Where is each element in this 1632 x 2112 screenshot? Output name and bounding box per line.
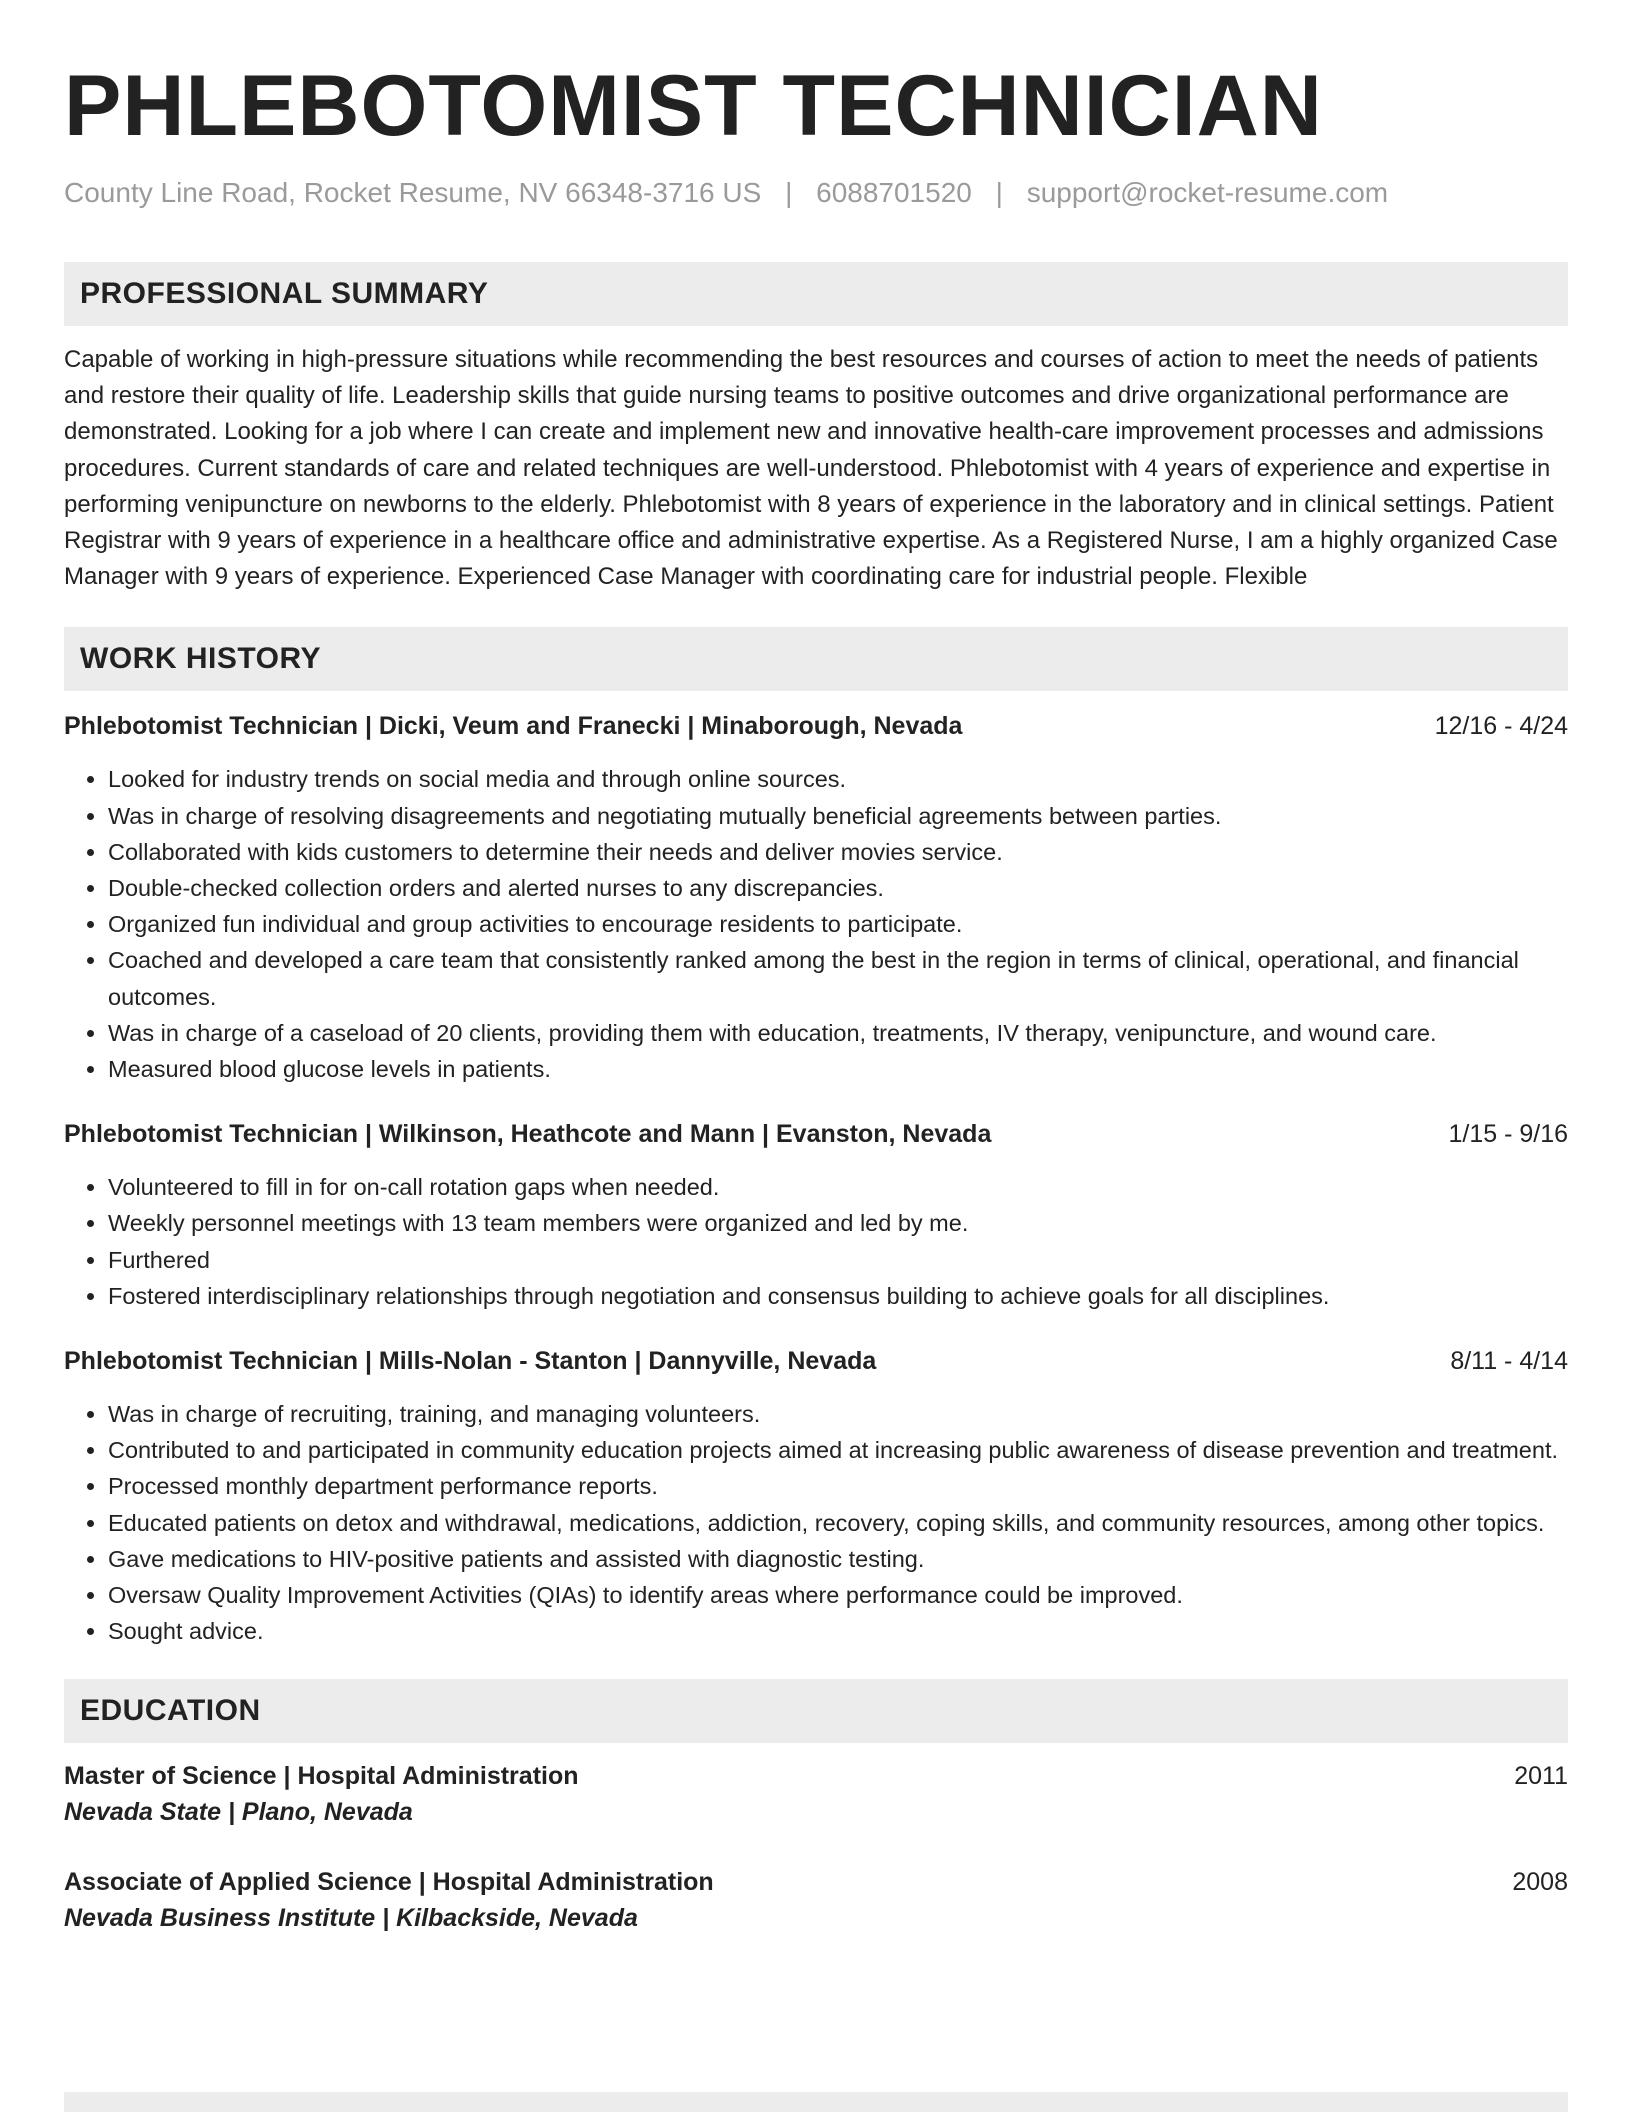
- job-bullets: [64, 1169, 1568, 1314]
- bullet-item: • Furthered: [108, 1242, 1568, 1278]
- contact-phone: 6088701520: [816, 177, 972, 208]
- bullet-item: • Was in charge of a caseload of 20 clients, providing them with education, treatments, IV therapy, venipuncture, and wound care.: [108, 1015, 1568, 1051]
- education-header: [64, 1759, 1568, 1793]
- next-section-header-bar: [64, 2092, 1568, 2112]
- education-header: [64, 1865, 1568, 1899]
- contact-separator: |: [995, 177, 1003, 208]
- education-degree: Associate of Applied Science | Hospital Administration: [64, 1868, 714, 1897]
- bullet-item: • Sought advice.: [108, 1613, 1568, 1649]
- education-year: 2008: [1512, 1868, 1568, 1897]
- job-header: [64, 709, 1568, 743]
- summary-text: Capable of working in high-pressure situations while recommending the best resources and courses of action to meet the needs of patients and restore their quality of life. Leadership skills that guide nursing teams to positive outcomes and drive organizational performance are demonstrated. Looking for a job where I can create and implement new and innovative health-care improvement processes and admissions procedures. Current standards of care and related techniques are well-understood. Phlebotomist with 4 years of experience and expertise in performing venipuncture on newborns to the elderly. Phlebotomist with 8 years of experience in the laboratory and in clinical settings. Patient Registrar with 9 years of experience in a healthcare office and administrative expertise. As a Registered Nurse, I am a highly organized Case Manager with 9 years of experience. Experienced Case Manager with coordinating care for industrial people. Flexible: [64, 346, 1558, 591]
- education-entry: [64, 1759, 1568, 1831]
- section-header-education: [64, 1679, 1568, 1743]
- job-title: Phlebotomist Technician | Wilkinson, Heathcote and Mann | Evanston, Nevada: [64, 1120, 992, 1149]
- education-degree: Master of Science | Hospital Administration: [64, 1762, 579, 1791]
- job-entry: [64, 1344, 1568, 1649]
- job-title: Phlebotomist Technician | Dicki, Veum and Franecki | Minaborough, Nevada: [64, 712, 963, 741]
- bullet-item: • Was in charge of recruiting, training, and managing volunteers.: [108, 1396, 1568, 1432]
- job-bullets: [64, 761, 1568, 1087]
- education-entry: [64, 1865, 1568, 1937]
- bullet-item: • Weekly personnel meetings with 13 team members were organized and led by me.: [108, 1205, 1568, 1241]
- bullet-item: • Oversaw Quality Improvement Activities (QIAs) to identify areas where performance could be improved.: [108, 1577, 1568, 1613]
- contact-email: support@rocket-resume.com: [1026, 177, 1389, 208]
- bullet-item: • Gave medications to HIV-positive patients and assisted with diagnostic testing.: [108, 1541, 1568, 1577]
- job-entry: [64, 1117, 1568, 1314]
- job-entry: [64, 709, 1568, 1087]
- job-dates: 8/11 - 4/14: [1450, 1347, 1568, 1376]
- bullet-item: • Contributed to and participated in community education projects aimed at increasing public awareness of disease prevention and treatment.: [108, 1432, 1568, 1468]
- contact-line: [64, 176, 1568, 210]
- job-dates: 12/16 - 4/24: [1434, 712, 1568, 741]
- job-title: Phlebotomist Technician | Mills-Nolan - Stanton | Dannyville, Nevada: [64, 1347, 877, 1376]
- job-header: [64, 1344, 1568, 1378]
- contact-address: County Line Road, Rocket Resume, NV 66348-3716 US: [64, 177, 762, 208]
- bullet-item: • Educated patients on detox and withdrawal, medications, addiction, recovery, coping skills, and community resources, among other topics.: [108, 1505, 1568, 1541]
- section-header-summary: [64, 262, 1568, 326]
- bullet-item: • Coached and developed a care team that consistently ranked among the best in the region in terms of clinical, operational, and financial outcomes.: [108, 942, 1568, 1014]
- job-header: [64, 1117, 1568, 1151]
- section-header-work-history: [64, 627, 1568, 691]
- contact-separator: |: [785, 177, 793, 208]
- bullet-item: • Was in charge of resolving disagreements and negotiating mutually beneficial agreements between parties.: [108, 798, 1568, 834]
- bullet-item: • Measured blood glucose levels in patients.: [108, 1051, 1568, 1087]
- section-title: PROFESSIONAL SUMMARY: [80, 277, 489, 310]
- resume-page: [64, 0, 1568, 1937]
- bullet-item: • Processed monthly department performance reports.: [108, 1468, 1568, 1504]
- education-year: 2011: [1514, 1762, 1568, 1791]
- bullet-item: • Looked for industry trends on social media and through online sources.: [108, 761, 1568, 797]
- bullet-item: • Volunteered to fill in for on-call rotation gaps when needed.: [108, 1169, 1568, 1205]
- bullet-item: • Double-checked collection orders and alerted nurses to any discrepancies.: [108, 870, 1568, 906]
- section-title: EDUCATION: [80, 1694, 261, 1728]
- section-title: WORK HISTORY: [80, 642, 322, 676]
- bullet-item: • Fostered interdisciplinary relationships through negotiation and consensus building to achieve goals for all disciplines.: [108, 1278, 1568, 1314]
- resume-name: PHLEBOTOMIST TECHNICIAN: [64, 58, 1323, 154]
- education-school: Nevada State | Plano, Nevada: [64, 1798, 413, 1827]
- job-bullets: [64, 1396, 1568, 1649]
- bullet-item: • Collaborated with kids customers to determine their needs and deliver movies service.: [108, 834, 1568, 870]
- job-dates: 1/15 - 9/16: [1448, 1120, 1568, 1149]
- education-school: Nevada Business Institute | Kilbackside, Nevada: [64, 1904, 638, 1933]
- bullet-item: • Organized fun individual and group activities to encourage residents to participate.: [108, 906, 1568, 942]
